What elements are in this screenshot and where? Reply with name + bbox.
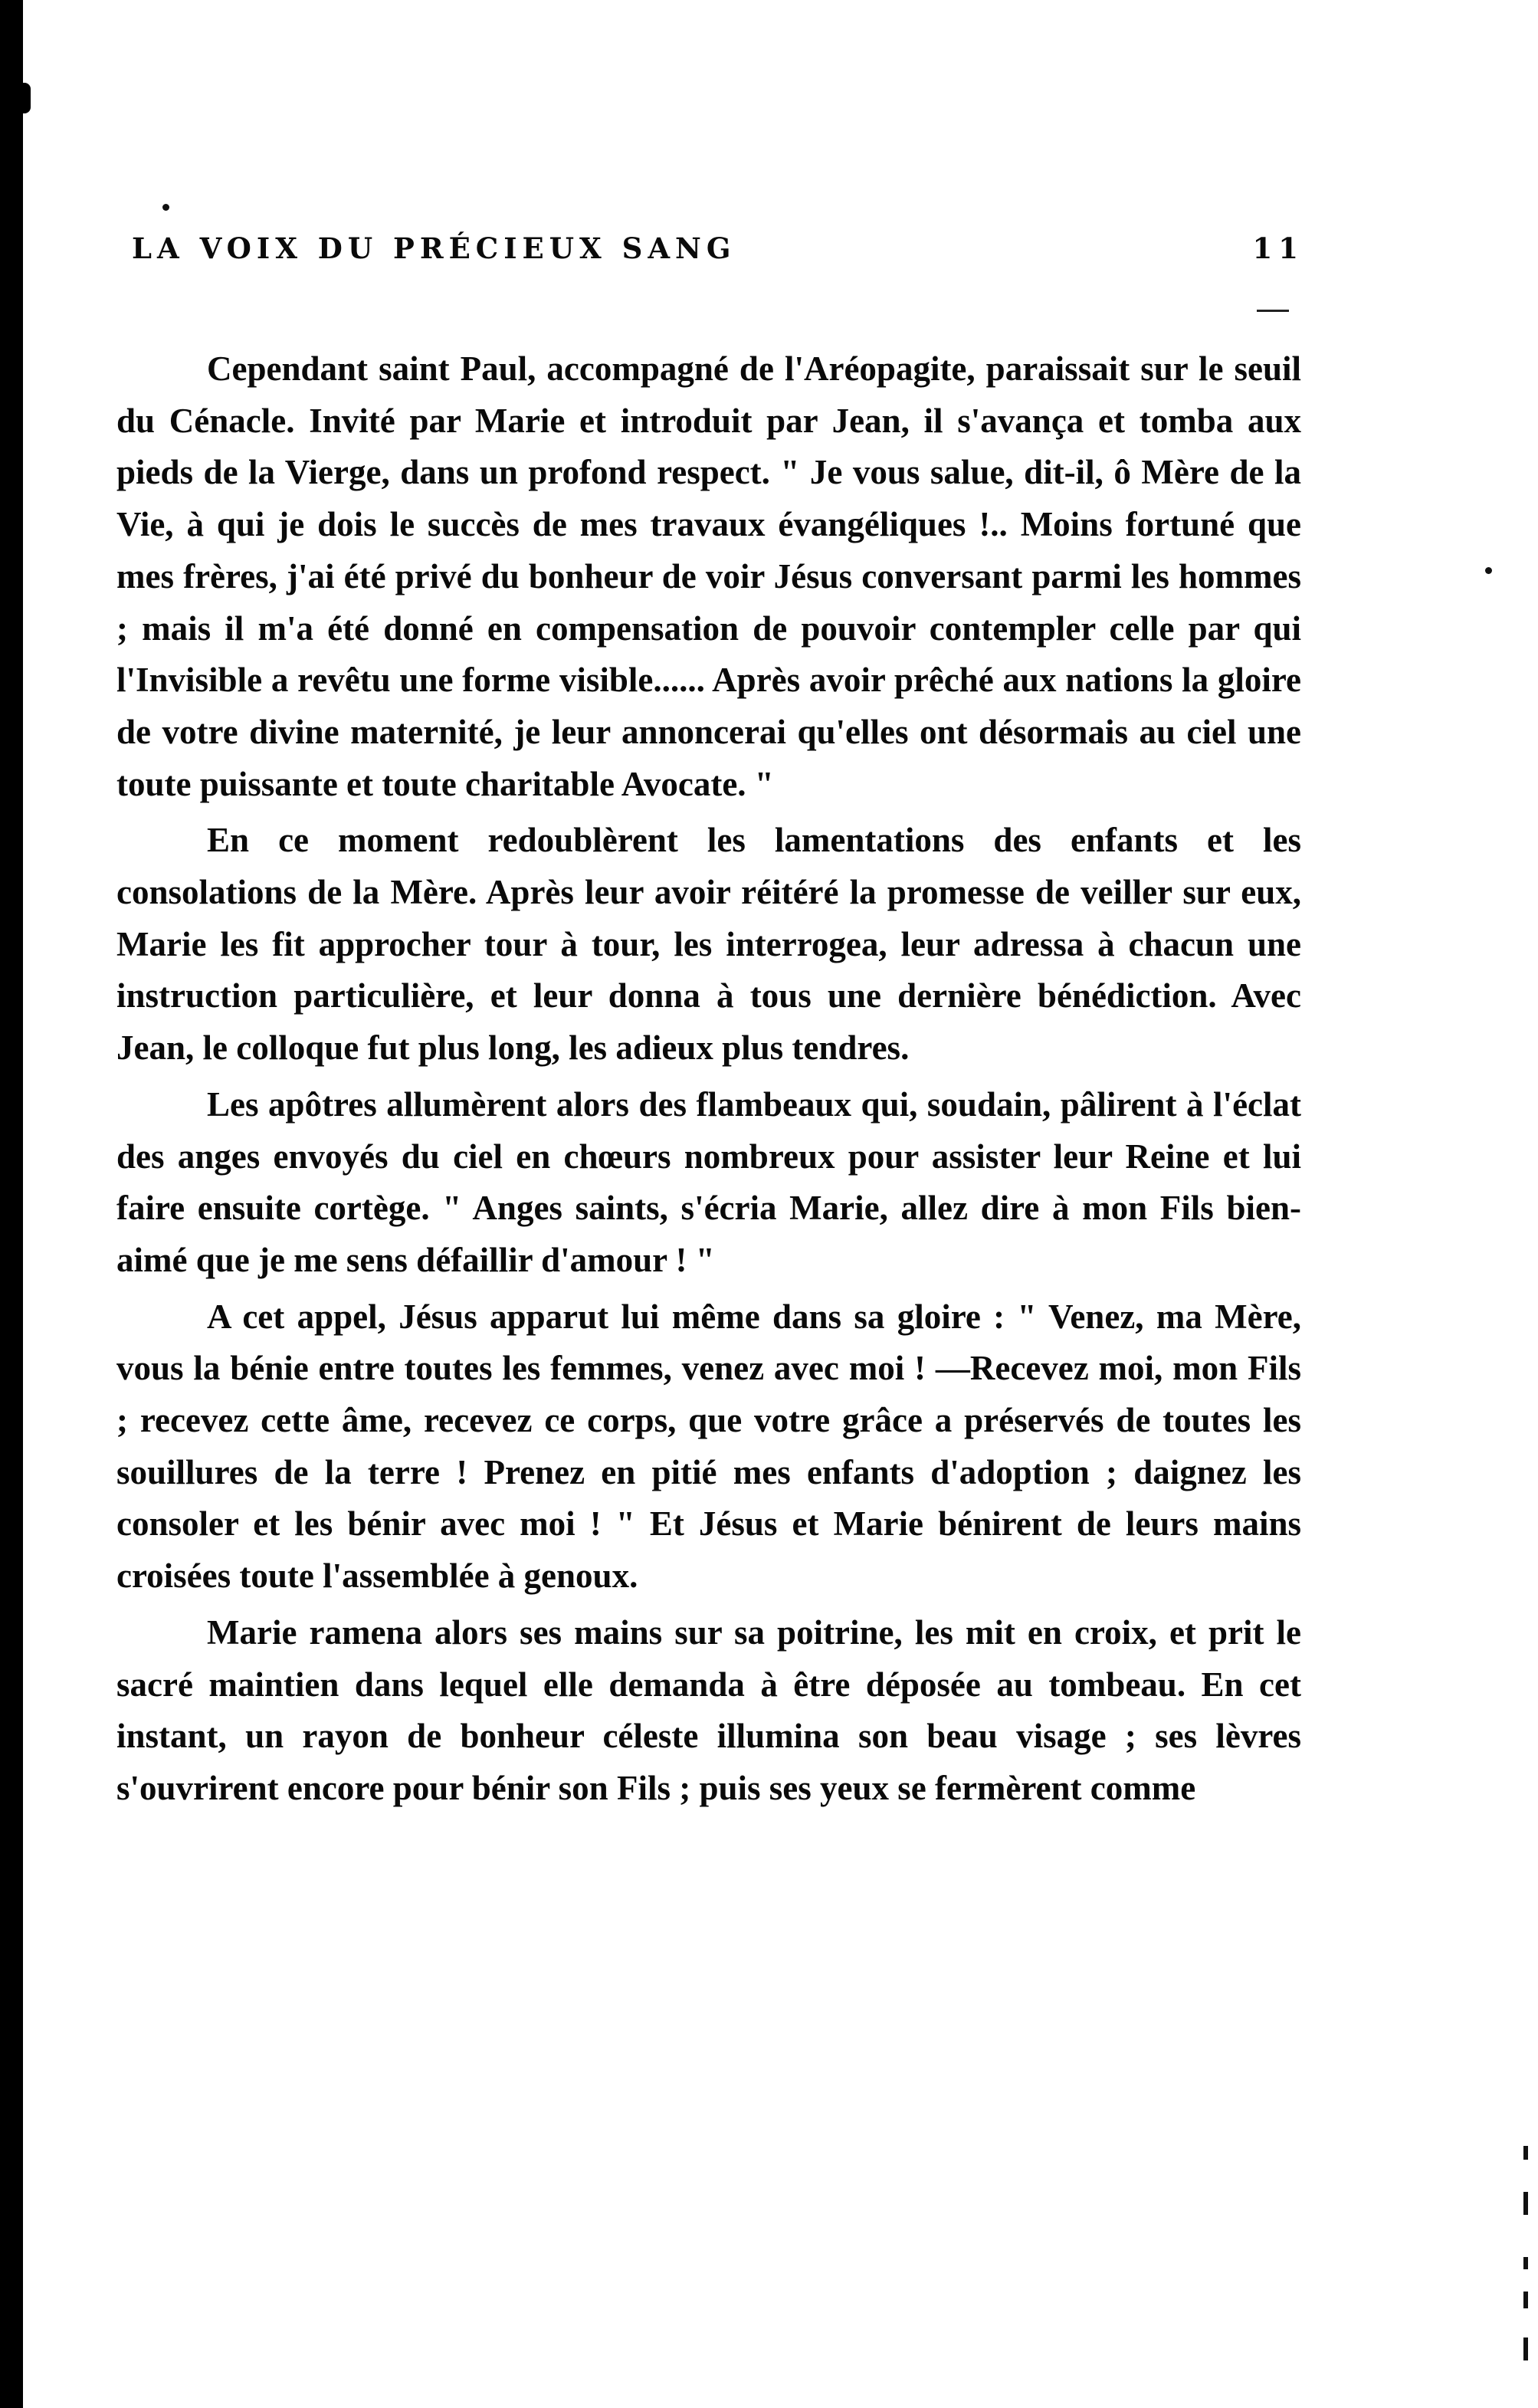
stray-dot [1485,567,1492,574]
running-header [132,231,1304,265]
edge-mark [1523,2192,1528,2215]
edge-mark [1523,2337,1528,2360]
header-rule [1257,310,1289,312]
paragraph: En ce moment redoublèrent les lamentations des enfants et les consolations de la Mère. Après leur avoir réitéré la promesse de veiller sur eux, Marie les fit approcher tour à tour, les interrogea, leur adressa à chacun une instruction particulière, et leur donna à tous une dernière bénédiction. Avec Jean, le colloque fut plus long, les adieux plus tendres. [116,821,1301,1068]
book-spine-edge [0,0,23,2408]
paragraph: A cet appel, Jésus apparut lui même dans sa gloire : " Venez, ma Mère, vous la bénie entre toutes les femmes, venez avec moi ! —Recevez moi, mon Fils ; recevez cette âme, recevez ce corps, que votre grâce a préservés de toutes les souillures de la terre ! Prenez en pitié mes enfants d'adoption ; daignez les consoler et les bénir avec moi ! " Et Jésus et Marie bénirent de leurs mains croisées toute l'assemblée à genoux. [116,1297,1301,1596]
edge-mark [1523,2146,1528,2160]
paragraph: Cependant saint Paul, accompagné de l'Aréopagite, paraissait sur le seuil du Cénacle. Invité par Marie et introduit par Jean, il s'avança et tomba aux pieds de la Vierge, dans un profond respect. " Je vous salue, dit-il, ô Mère de la Vie, à qui je dois le succès de mes travaux évangéliques !.. Moins fortuné que mes frères, j'ai été privé du bonheur de voir Jésus conversant parmi les hommes ; mais il m'a été donné en compensation de pouvoir contempler celle par qui l'Invisible a revêtu une forme visible...... Après avoir prêché aux nations la gloire de votre divine maternité, je leur annoncerai qu'elles ont désormais au ciel une toute puissante et toute charitable Avocate. " [116,349,1301,803]
spine-notch [23,83,31,113]
paragraph: Les apôtres allumèrent alors des flambeaux qui, soudain, pâlirent à l'éclat des anges envoyés du ciel en chœurs nombreux pour assister leur Reine et lui faire ensuite cortège. " Anges saints, s'écria Marie, allez dire à mon Fils bien-aimé que je me sens défaillir d'amour ! " [116,1084,1301,1279]
running-title: LA VOIX DU PRÉCIEUX SANG [132,231,736,265]
edge-mark [1523,2257,1528,2269]
body-text [116,343,1301,1815]
edge-mark [1523,2292,1528,2308]
page-number: 11 [1252,231,1304,265]
paragraph: Marie ramena alors ses mains sur sa poitrine, les mit en croix, et prit le sacré maintien dans lequel elle demanda à être déposée au tombeau. En cet instant, un rayon de bonheur céleste illumina son beau visage ; ses lèvres s'ouvrirent encore pour bénir son Fils ; puis ses yeux se fermèrent comme [116,1612,1301,1807]
stray-dot [162,204,169,211]
